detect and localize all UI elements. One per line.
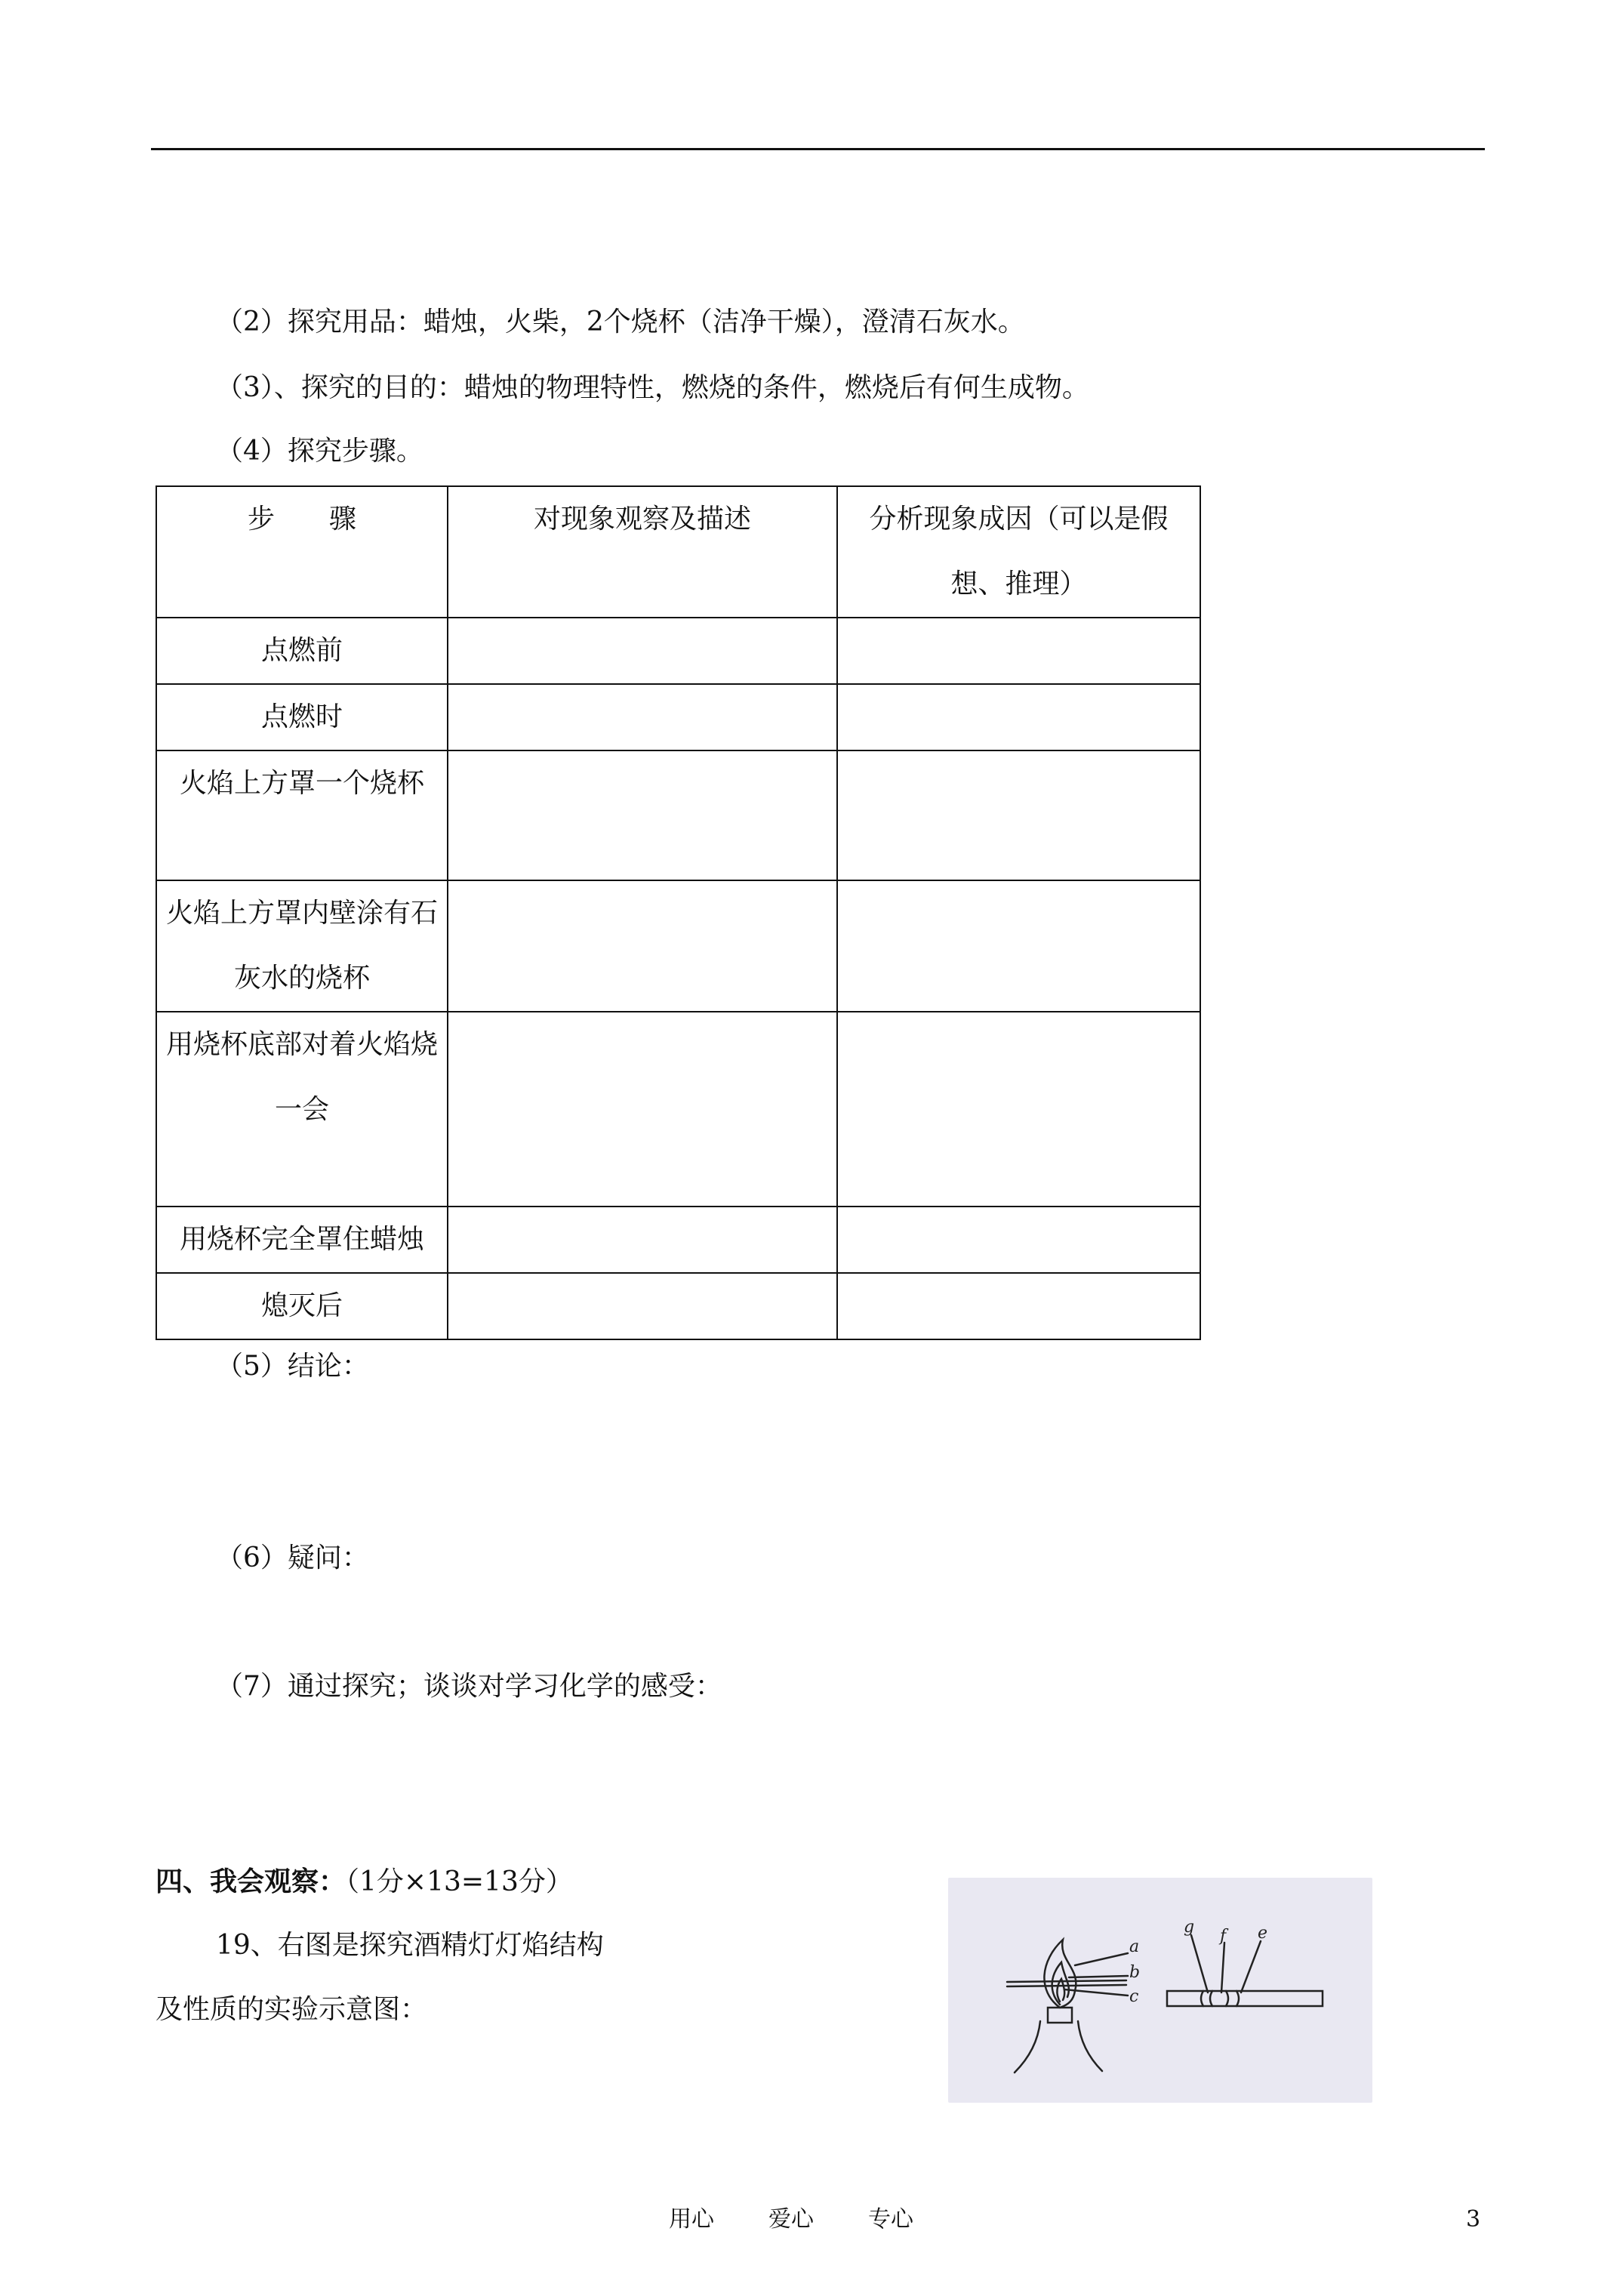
flame-outer bbox=[1044, 1940, 1076, 2008]
item-6-questions: （6）疑问： bbox=[216, 1542, 369, 1573]
analysis-cell[interactable] bbox=[837, 1207, 1200, 1273]
analysis-cell[interactable] bbox=[837, 618, 1200, 684]
flame-middle bbox=[1052, 1962, 1069, 2005]
label-c: c bbox=[1129, 1987, 1139, 2006]
lamp-neck bbox=[1048, 2008, 1072, 2023]
charred-stick bbox=[1167, 1991, 1323, 2006]
question-19-line1: 19、右图是探究酒精灯灯焰结构 bbox=[216, 1930, 604, 1961]
table-row bbox=[156, 1273, 1200, 1339]
observation-cell[interactable] bbox=[448, 880, 837, 1012]
table-row bbox=[156, 1012, 1200, 1207]
table-row bbox=[156, 618, 1200, 684]
lamp-body bbox=[1015, 2021, 1102, 2073]
step-cell: 火焰上方罩内壁涂有石灰水的烧杯 bbox=[156, 880, 448, 1012]
item-3-purpose: （3）、探究的目的：蜡烛的物理特性，燃烧的条件，燃烧后有何生成物。 bbox=[216, 372, 1089, 403]
alcohol-lamp-diagram bbox=[948, 1878, 1372, 2103]
item-5-conclusion: （5）结论： bbox=[216, 1351, 369, 1382]
step-cell: 点燃前 bbox=[156, 618, 448, 684]
label-a: a bbox=[1129, 1937, 1140, 1956]
step-cell: 熄灭后 bbox=[156, 1273, 448, 1339]
table-row bbox=[156, 750, 1200, 880]
label-f: f bbox=[1220, 1927, 1227, 1946]
header-rule bbox=[151, 148, 1485, 150]
analysis-cell[interactable] bbox=[837, 684, 1200, 750]
label-g: g bbox=[1184, 1918, 1195, 1937]
step-cell: 用烧杯完全罩住蜡烛 bbox=[156, 1207, 448, 1273]
item-7-reflection: （7）通过探究；谈谈对学习化学的感受： bbox=[216, 1671, 722, 1702]
observation-cell[interactable] bbox=[448, 1207, 837, 1273]
header-observation: 对现象观察及描述 bbox=[448, 486, 837, 618]
observation-cell[interactable] bbox=[448, 618, 837, 684]
footer-motto-1: 用心 bbox=[669, 2206, 714, 2233]
observation-cell[interactable] bbox=[448, 750, 837, 880]
section-4-score: （1分×13=13分） bbox=[346, 1866, 573, 1897]
table-header-row bbox=[156, 486, 1200, 618]
header-analysis: 分析现象成因（可以是假想、推理） bbox=[837, 486, 1200, 618]
observation-cell[interactable] bbox=[448, 1273, 837, 1339]
step-cell: 火焰上方罩一个烧杯 bbox=[156, 750, 448, 880]
item-2-supplies: （2）探究用品：蜡烛，火柴，2个烧杯（洁净干燥），澄清石灰水。 bbox=[216, 307, 1025, 337]
label-b: b bbox=[1129, 1963, 1141, 1982]
flame-inner bbox=[1057, 1979, 1064, 2002]
page-number: 3 bbox=[1466, 2206, 1481, 2233]
question-19-line2: 及性质的实验示意图： bbox=[156, 1994, 428, 2025]
table-row bbox=[156, 684, 1200, 750]
table-row bbox=[156, 880, 1200, 1012]
table-row bbox=[156, 1207, 1200, 1273]
section-4-heading: 四、我会观察： bbox=[156, 1866, 346, 1897]
alcohol-lamp-flame-figure bbox=[948, 1878, 1372, 2103]
analysis-cell[interactable] bbox=[837, 1012, 1200, 1207]
analysis-cell[interactable] bbox=[837, 880, 1200, 1012]
header-step: 步 骤 bbox=[156, 486, 448, 618]
footer-motto-2: 爱心 bbox=[768, 2206, 814, 2233]
observation-cell[interactable] bbox=[448, 684, 837, 750]
match-stick bbox=[1007, 1980, 1126, 1982]
analysis-cell[interactable] bbox=[837, 1273, 1200, 1339]
item-4-steps: （4）探究步骤。 bbox=[216, 436, 423, 467]
observation-cell[interactable] bbox=[448, 1012, 837, 1207]
experiment-steps-table bbox=[156, 485, 1201, 1340]
step-cell: 点燃时 bbox=[156, 684, 448, 750]
label-e: e bbox=[1258, 1924, 1268, 1943]
step-cell: 用烧杯底部对着火焰烧一会 bbox=[156, 1012, 448, 1207]
section-4-title bbox=[156, 1865, 573, 1899]
analysis-cell[interactable] bbox=[837, 750, 1200, 880]
footer-motto-3: 专心 bbox=[868, 2206, 913, 2233]
